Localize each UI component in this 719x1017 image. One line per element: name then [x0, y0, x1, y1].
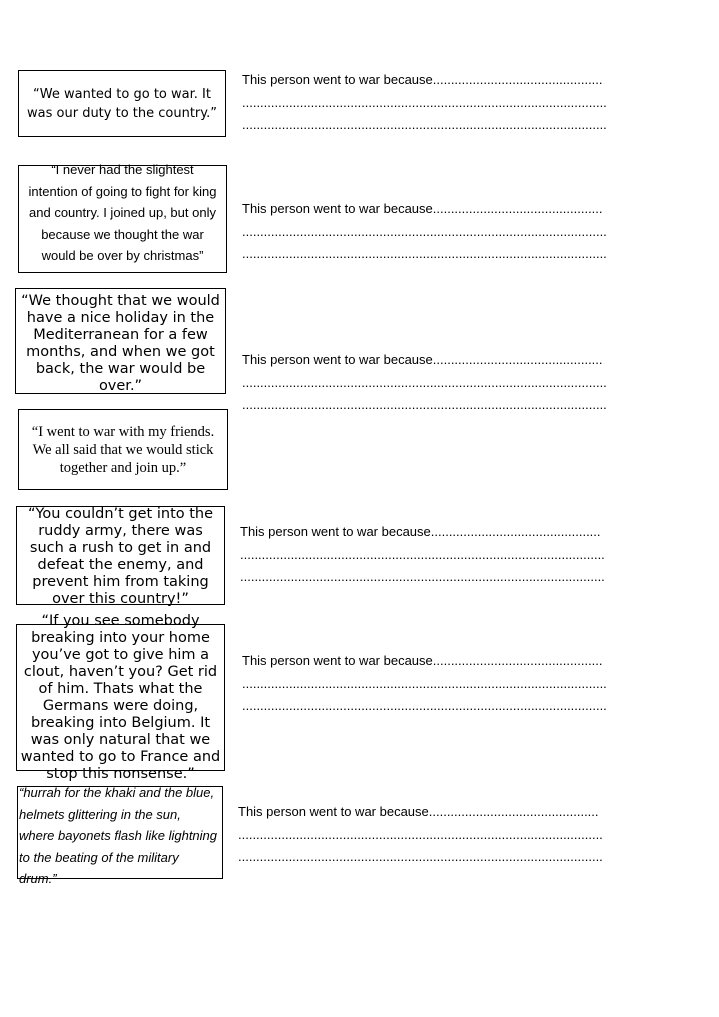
answer-lines-5 [240, 521, 650, 589]
quote-text-1: “We wanted to go to war. It was our duty to the country.” [27, 86, 217, 121]
answer-line-1a[interactable]: ..................................................................................................... [242, 94, 607, 110]
quote-text-6: “If you see somebody breaking into your home you’ve got to give him a clout, haven’t you? Get rid of him. Thats what the Germans were doing, breaking into Belgium. It was only natural that we wanted to go to France and stop this nonsense.” [20, 613, 221, 782]
quote-text-7: “hurrah for the khaki and the blue, helmets glittering in the sun, where bayonets flash like lightning to the beating of the military drum.” [19, 785, 218, 886]
quote-box-4 [18, 409, 228, 490]
answer-prompt-3[interactable]: This person went to war because............................................... [242, 352, 603, 367]
answer-line-5b[interactable]: ..................................................................................................... [240, 569, 605, 584]
answer-lines-3 [242, 349, 652, 417]
answer-line-7b[interactable]: ..................................................................................................... [238, 849, 603, 864]
answer-line-3a[interactable]: ..................................................................................................... [242, 374, 607, 390]
answer-prompt-1[interactable]: This person went to war because............................................... [242, 72, 603, 87]
answer-prompt-7[interactable]: This person went to war because............................................... [238, 804, 599, 819]
answer-line-2a[interactable]: ..................................................................................................... [242, 223, 607, 239]
quote-text-5: “You couldn’t get into the ruddy army, there was such a rush to get in and defeat the enemy, and prevent him from taking over this country!” [27, 506, 214, 607]
answer-line-3b[interactable]: ..................................................................................................... [242, 397, 607, 412]
answer-lines-6 [242, 650, 652, 718]
answer-line-1b[interactable]: ..................................................................................................... [242, 117, 607, 132]
answer-prompt-6[interactable]: This person went to war because............................................... [242, 653, 603, 668]
quote-box-5 [16, 506, 225, 605]
quote-box-3 [15, 288, 226, 394]
answer-line-6b[interactable]: ..................................................................................................... [242, 698, 607, 713]
answer-lines-1 [242, 69, 652, 137]
answer-line-2b[interactable]: ..................................................................................................... [242, 246, 607, 261]
quote-text-4: “I went to war with my friends. We all said that we would stick together and join up.” [31, 423, 215, 476]
quote-box-6 [16, 613, 225, 782]
answer-line-6a[interactable]: ..................................................................................................... [242, 675, 607, 691]
answer-lines-7 [238, 801, 648, 869]
quote-text-2: “I never had the slightest intention of going to fight for king and country. I joined up, but only because we thought the war would be over by christmas” [28, 162, 217, 263]
quote-box-2 [18, 162, 227, 273]
answer-lines-2 [242, 198, 652, 266]
answer-prompt-5[interactable]: This person went to war because............................................... [240, 524, 601, 539]
quote-box-7 [17, 785, 223, 886]
quote-box-1 [18, 70, 226, 137]
answer-line-5a[interactable]: ..................................................................................................... [240, 546, 605, 562]
answer-prompt-2[interactable]: This person went to war because............................................... [242, 201, 603, 216]
quote-text-3: “We thought that we would have a nice holiday in the Mediterranean for a few months, and when we got back, the war would be over.” [21, 293, 220, 394]
answer-line-7a[interactable]: ..................................................................................................... [238, 826, 603, 842]
